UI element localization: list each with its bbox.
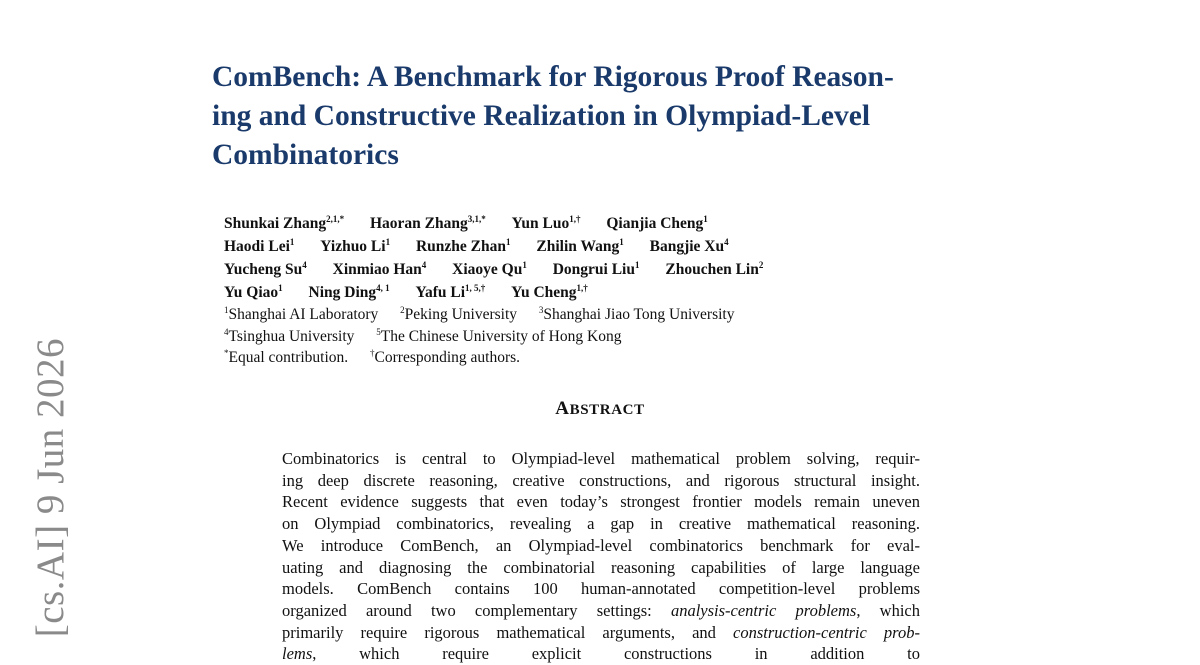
author: Haoran Zhang$^{3,1,*}$ [370,214,486,232]
author: Bangjie Xu$^4$ [649,237,729,255]
abstract-line [282,600,920,622]
affiliation: $^3$Shanghai Jiao Tong University [538,305,735,323]
italic-term: analysis-centric problems [670,600,857,620]
author: Ning Ding$^{4, 1}$ [308,283,390,301]
author: Yafu $Li^{1, 5,\dagger}$ [415,283,486,301]
equal-contribution-note: *Equal contribution. [224,348,349,366]
author: Shunkai Zhang$^{2,1,*}$ [224,214,345,232]
corresponding-authors-note: †Corresponding authors. [370,348,521,366]
paper-title [212,58,1012,175]
abstract-line [282,622,920,644]
author: Dongrui Liu$^1$ [552,260,640,278]
abstract-line [282,470,920,492]
author: Xinmiao Han$^4$ [332,260,427,278]
abstract-line [282,448,920,470]
author: Yucheng Su$^4$ [224,260,307,278]
author-line-1 [224,212,984,235]
abstract-text: organized around two complementary settings: [282,600,671,620]
abstract-line [282,557,920,579]
abstract-text: Combinatorics is central to Olympiad-level mathematical problem solving, requir- [282,449,920,468]
abstract-text: ing deep discrete reasoning, creative constructions, and rigorous structural insight. [282,470,920,490]
arxiv-stamp: [cs.AI] 9 Jun 2026 [29,338,72,638]
abstract-text: , which require explicit constructions in addition to [312,644,920,664]
affiliation: $^5$The Chinese University of Hong Kong [376,326,622,345]
abstract-line [282,491,920,513]
italic-term: construction-centric prob- [733,622,920,642]
abstract-text: primarily require rigorous mathematical arguments, and [282,622,734,642]
abstract-text: Recent evidence suggests that even today’s strongest frontier models remain uneven [282,492,920,512]
abstract-text: We introduce ComBench, an Olympiad-level combinatorics benchmark for eval- [282,535,920,555]
affiliation: $^4$Tsinghua University [224,326,355,345]
abstract-line [282,535,920,557]
author: Qianjia Cheng$^1$ [606,214,708,232]
author: Haodi Lei$^1$ [224,237,295,255]
title-line-3: Combinatorics [212,139,399,171]
author-line-4 [224,281,984,304]
author: Zhouchen Lin$^2$ [665,260,764,278]
author: Yu Cheng$^{1,\dagger}$ [511,283,588,301]
affiliation: $^1$Shanghai AI Laboratory [224,305,379,323]
affiliation-line-2 [224,326,984,348]
author: Yu Qiao$^1$ [224,283,283,301]
title-line-2: ing and Constructive Realization in Olympiad-Level [212,100,871,132]
affiliation: $^2$Peking University [400,305,518,323]
abstract-heading: ABSTRACT [555,398,645,419]
author: Runzhe Zhan$^1$ [415,237,511,255]
author: Xiaoye Qu$^1$ [452,260,527,278]
abstract-text: uating and diagnosing the combinatorial reasoning capabilities of large language [282,557,920,577]
italic-term: lems [282,644,313,664]
title-line-1: ComBench: A Benchmark for Rigorous Proof Reason- [212,61,894,93]
author: Zhilin Wang$^1$ [536,237,624,255]
author: Yun Luo$^{1,\dagger}$ [511,214,581,232]
abstract-text: , which [856,600,921,620]
author-line-2 [224,235,984,258]
abstract-line [282,643,920,665]
abstract-body [282,448,921,664]
author: Yizhuo Li$^1$ [320,237,391,255]
abstract-line [282,513,920,535]
notes-line [224,347,984,369]
author-block [224,212,984,369]
affiliation-line-1 [224,304,984,326]
abstract-line [282,578,920,600]
author-line-3 [224,258,984,281]
abstract-text: models. ComBench contains 100 human-annotated competition-level problems [282,579,920,599]
abstract-text: on Olympiad combinatorics, revealing a gap in creative mathematical reasoning. [282,514,920,534]
